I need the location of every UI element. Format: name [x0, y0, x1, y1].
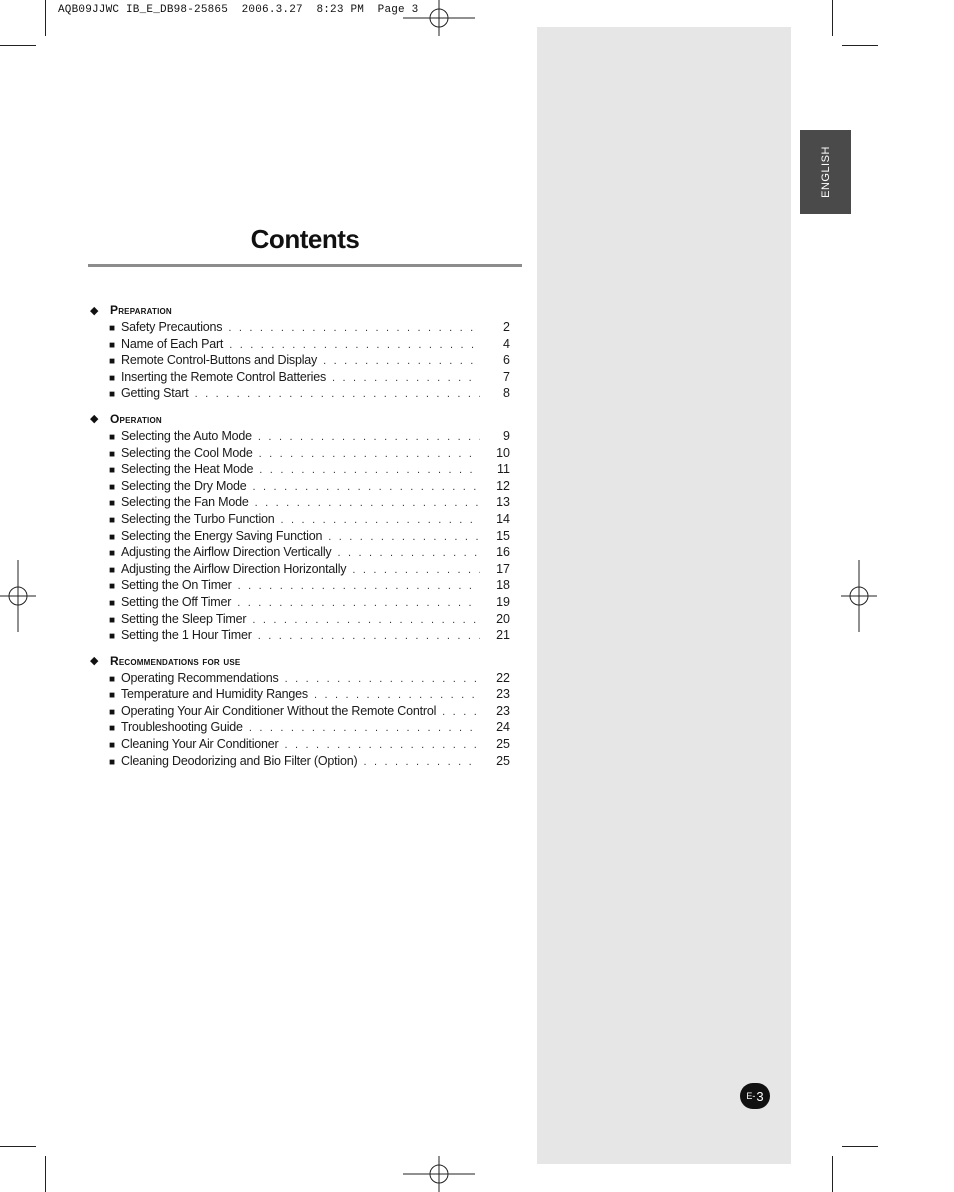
toc-entry-page: 14	[496, 511, 510, 526]
toc-entry	[109, 562, 510, 579]
dot-leader	[252, 614, 480, 626]
toc-entry	[109, 386, 510, 403]
page-number-prefix: E-	[746, 1091, 756, 1101]
toc-entry-page: 4	[503, 336, 510, 351]
toc-entry	[109, 529, 510, 546]
crop-mark	[842, 45, 878, 46]
dot-leader	[253, 481, 480, 493]
dot-leader	[249, 722, 480, 734]
toc-entry-label: Cleaning Deodorizing and Bio Filter (Option)	[121, 753, 358, 768]
toc-entry-label: Adjusting the Airflow Direction Vertically	[121, 545, 332, 560]
toc-entry-page: 7	[503, 369, 510, 384]
square-bullet-icon: ■	[109, 564, 116, 576]
language-tab	[800, 130, 851, 214]
toc-entry-label: Cleaning Your Air Conditioner	[121, 737, 279, 752]
toc-entry	[109, 595, 510, 612]
toc-entry-label: Selecting the Heat Mode	[121, 462, 254, 477]
toc-entry-page: 20	[496, 611, 510, 626]
toc-entry	[109, 320, 510, 337]
square-bullet-icon: ■	[109, 531, 116, 543]
dot-leader	[285, 673, 480, 685]
crop-mark	[45, 0, 46, 36]
square-bullet-icon: ■	[109, 323, 116, 334]
dot-leader	[255, 497, 480, 509]
dot-leader	[258, 431, 480, 443]
toc-entry	[109, 429, 510, 446]
toc-entry	[109, 462, 510, 479]
toc-entry	[109, 353, 510, 370]
crop-mark	[832, 1156, 833, 1192]
toc-entry-page: 13	[496, 495, 510, 510]
table-of-contents	[90, 300, 510, 776]
toc-entry-label: Selecting the Cool Mode	[121, 445, 253, 460]
square-bullet-icon: ■	[109, 389, 116, 401]
dot-leader	[442, 706, 480, 718]
toc-section	[90, 300, 510, 403]
square-bullet-icon: ■	[109, 498, 116, 510]
toc-entry-label: Name of Each Part	[121, 336, 224, 351]
toc-entry	[109, 704, 510, 721]
square-bullet-icon: ■	[109, 690, 116, 702]
square-bullet-icon: ■	[109, 356, 116, 368]
toc-entry-label: Remote Control-Buttons and Display	[121, 353, 318, 368]
dot-leader	[332, 372, 480, 384]
toc-entry-page: 24	[496, 720, 510, 735]
toc-entry-label: Operating Recommendations	[121, 670, 279, 685]
toc-entry-label: Selecting the Energy Saving Function	[121, 528, 323, 543]
toc-entry-label: Temperature and Humidity Ranges	[121, 687, 308, 702]
toc-entry	[109, 370, 510, 387]
toc-entry-page: 23	[496, 703, 510, 718]
dot-leader	[195, 388, 480, 400]
square-bullet-icon: ■	[109, 614, 116, 626]
toc-entry	[109, 337, 510, 354]
toc-entry	[109, 545, 510, 562]
page-title: Contents	[250, 224, 360, 254]
toc-entry-label: Selecting the Auto Mode	[121, 428, 252, 443]
dot-leader	[229, 339, 480, 351]
dot-leader	[237, 597, 480, 609]
gray-side-panel	[537, 27, 791, 1164]
toc-entry-label: Getting Start	[121, 386, 189, 401]
toc-section-title: Preparation	[110, 303, 172, 317]
toc-section	[90, 409, 510, 645]
toc-entry-label: Selecting the Fan Mode	[121, 495, 249, 510]
language-tab-label: ENGLISH	[819, 146, 832, 198]
registration-mark-bottom	[403, 1156, 475, 1192]
square-bullet-icon: ■	[109, 372, 116, 384]
crop-mark	[0, 45, 36, 46]
crop-mark	[832, 0, 833, 36]
toc-entry	[109, 578, 510, 595]
toc-entry-page: 8	[503, 386, 510, 401]
toc-entry	[109, 687, 510, 704]
toc-entry	[109, 446, 510, 463]
toc-entry-page: 11	[497, 462, 510, 477]
square-bullet-icon: ■	[109, 465, 116, 477]
toc-entry-page: 25	[496, 753, 510, 768]
toc-entry-label: Safety Precautions	[121, 320, 223, 334]
square-bullet-icon: ■	[109, 673, 116, 685]
toc-entry-page: 23	[496, 687, 510, 702]
toc-entry-page: 6	[503, 353, 510, 368]
toc-entry-page: 18	[496, 578, 510, 593]
square-bullet-icon: ■	[109, 756, 116, 768]
toc-entry-page: 2	[503, 320, 510, 334]
page-number-badge	[740, 1083, 770, 1109]
crop-mark	[45, 1156, 46, 1192]
square-bullet-icon: ■	[109, 723, 116, 735]
toc-entry-page: 15	[496, 528, 510, 543]
toc-entry	[109, 628, 510, 645]
toc-section-title: Operation	[110, 411, 162, 426]
registration-mark-right	[841, 560, 877, 632]
toc-entry-page: 16	[496, 545, 510, 560]
toc-entry	[109, 754, 510, 771]
dot-leader	[328, 531, 480, 543]
diamond-bullet-icon: ◆	[90, 413, 99, 426]
diamond-bullet-icon: ◆	[90, 655, 99, 668]
toc-entry-page: 17	[496, 561, 510, 576]
toc-entry-page: 10	[496, 445, 510, 460]
crop-mark	[842, 1146, 878, 1147]
toc-entry	[109, 512, 510, 529]
toc-entry-label: Operating Your Air Conditioner Without the Remote Control	[121, 703, 437, 718]
dot-leader	[259, 448, 480, 460]
toc-entry	[109, 612, 510, 629]
crop-mark	[0, 1146, 36, 1147]
toc-entry	[109, 495, 510, 512]
dot-leader	[323, 355, 480, 367]
toc-entry-page: 25	[496, 737, 510, 752]
toc-entry-page: 19	[496, 594, 510, 609]
toc-entry	[109, 720, 510, 737]
dot-leader	[259, 464, 480, 476]
square-bullet-icon: ■	[109, 548, 116, 560]
print-slug: AQB09JJWC IB_E_DB98-25865 2006.3.27 8:23 PM Page 3	[58, 4, 419, 16]
toc-section-header	[90, 409, 510, 429]
registration-mark-left	[0, 560, 36, 632]
toc-entry-label: Setting the Sleep Timer	[121, 611, 247, 626]
dot-leader	[238, 580, 480, 592]
registration-mark-top	[403, 0, 475, 36]
page-number: 3	[756, 1088, 764, 1104]
toc-entry-label: Setting the Off Timer	[121, 594, 232, 609]
toc-section	[90, 651, 510, 771]
diamond-bullet-icon: ◆	[90, 304, 99, 317]
dot-leader	[352, 564, 480, 576]
dot-leader	[258, 630, 480, 642]
toc-entry-label: Selecting the Turbo Function	[121, 511, 275, 526]
square-bullet-icon: ■	[109, 448, 116, 460]
toc-entry-label: Adjusting the Airflow Direction Horizontally	[121, 561, 347, 576]
square-bullet-icon: ■	[109, 597, 116, 609]
toc-entry	[109, 671, 510, 688]
toc-entry	[109, 479, 510, 496]
toc-section-header	[90, 300, 510, 320]
square-bullet-icon: ■	[109, 431, 116, 443]
toc-entry-label: Setting the On Timer	[121, 578, 232, 593]
toc-section-title: Recommendations for use	[110, 653, 241, 668]
toc-entry-label: Setting the 1 Hour Timer	[121, 628, 252, 643]
square-bullet-icon: ■	[109, 514, 116, 526]
toc-entry-label: Troubleshooting Guide	[121, 720, 243, 735]
dot-leader	[281, 514, 480, 526]
dot-leader	[337, 547, 480, 559]
square-bullet-icon: ■	[109, 339, 116, 351]
dot-leader	[228, 322, 480, 334]
toc-entry-page: 21	[496, 628, 510, 643]
square-bullet-icon: ■	[109, 740, 116, 752]
square-bullet-icon: ■	[109, 706, 116, 718]
toc-entry-page: 22	[496, 670, 510, 685]
square-bullet-icon: ■	[109, 631, 116, 643]
dot-leader	[314, 689, 480, 701]
square-bullet-icon: ■	[109, 581, 116, 593]
dot-leader	[285, 739, 480, 751]
toc-entry-page: 9	[503, 428, 510, 443]
title-rule	[88, 264, 522, 267]
toc-entry-page: 12	[496, 478, 510, 493]
dot-leader	[363, 756, 480, 768]
square-bullet-icon: ■	[109, 481, 116, 493]
toc-entry-label: Selecting the Dry Mode	[121, 478, 247, 493]
toc-section-header	[90, 651, 510, 671]
toc-entry	[109, 737, 510, 754]
toc-entry-label: Inserting the Remote Control Batteries	[121, 369, 327, 384]
